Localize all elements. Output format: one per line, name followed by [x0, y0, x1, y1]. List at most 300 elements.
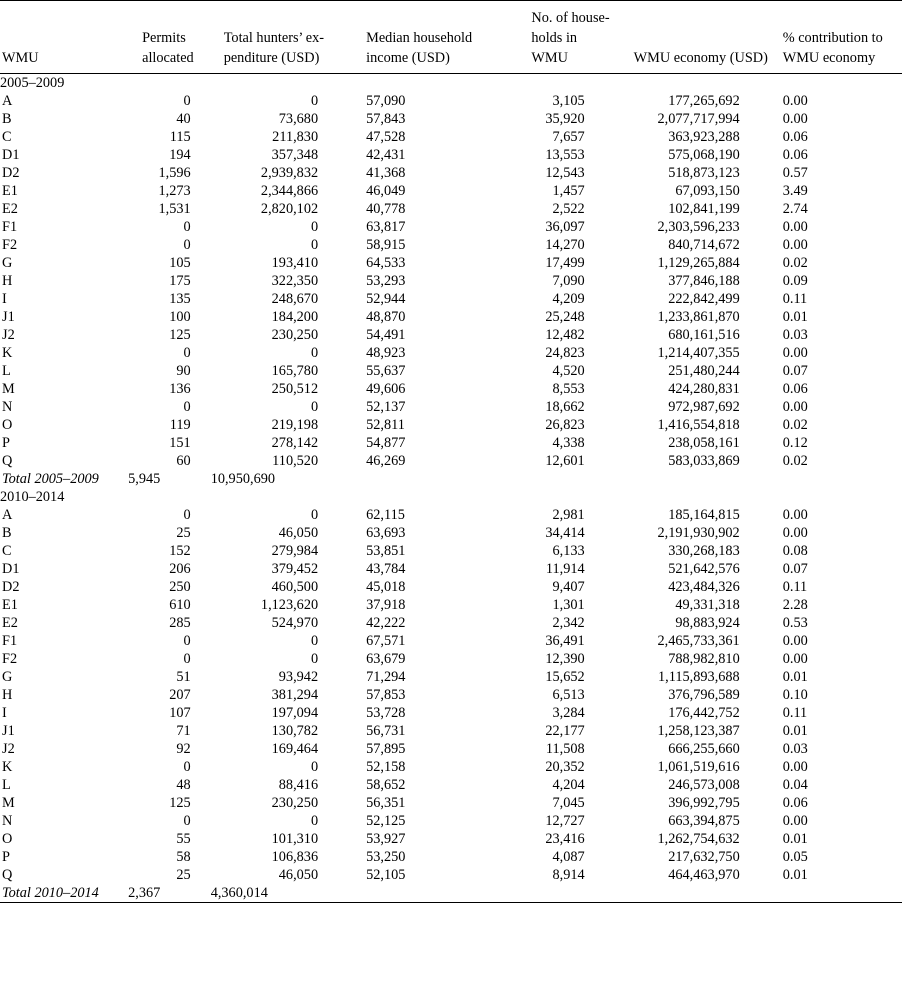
table-row: [0, 398, 902, 416]
cell-income: 48,923: [366, 345, 406, 361]
cell-households: 12,543: [545, 165, 585, 181]
cell-expenditure: 0: [310, 633, 319, 649]
cell-wmu: E2: [2, 201, 18, 217]
cell-permits: 58: [176, 849, 191, 865]
cell-permits: 0: [183, 759, 191, 775]
cell-contribution: 0.00: [782, 633, 808, 649]
table-row: [0, 506, 902, 524]
cell-expenditure: 193,410: [271, 255, 319, 271]
cell-households: 36,097: [545, 219, 585, 235]
cell-contribution: 0.06: [782, 381, 808, 397]
cell-wmu: E1: [2, 597, 18, 613]
cell-wmu: D2: [2, 579, 20, 595]
table-row: [0, 326, 902, 344]
cell-income: 52,125: [366, 813, 406, 829]
cell-permits: 0: [183, 399, 191, 415]
cell-economy: 575,068,190: [668, 147, 740, 163]
cell-wmu: K: [2, 345, 13, 361]
cell-households: 6,133: [552, 543, 585, 559]
cell-contribution: 0.00: [782, 759, 808, 775]
cell-contribution: 0.04: [782, 777, 808, 793]
cell-contribution: 0.00: [782, 525, 808, 541]
cell-wmu: L: [2, 777, 11, 793]
cell-permits: 1,531: [158, 201, 191, 217]
cell-economy: 330,268,183: [668, 543, 740, 559]
cell-economy: 680,161,516: [668, 327, 740, 343]
cell-permits: 51: [176, 669, 191, 685]
cell-expenditure: 165,780: [271, 363, 319, 379]
cell-wmu: M: [2, 795, 15, 811]
cell-economy: 423,484,326: [668, 579, 740, 595]
header-permits: Permits allocated: [127, 1, 207, 74]
cell-households: 3,284: [552, 705, 585, 721]
cell-economy: 2,077,717,994: [657, 111, 740, 127]
cell-empty: [497, 884, 615, 903]
cell-economy: 583,033,869: [668, 453, 740, 469]
cell-expenditure: 248,670: [271, 291, 319, 307]
cell-households: 36,491: [545, 633, 585, 649]
cell-economy: 376,796,589: [668, 687, 740, 703]
cell-economy: 788,982,810: [668, 651, 740, 667]
cell-income: 52,944: [366, 291, 406, 307]
table-body: [0, 74, 902, 903]
cell-permits: 40: [176, 111, 191, 127]
cell-economy: 222,842,499: [668, 291, 740, 307]
cell-income: 42,431: [366, 147, 406, 163]
cell-contribution: 0.06: [782, 795, 808, 811]
cell-permits: 115: [169, 129, 191, 145]
cell-wmu: N: [2, 813, 13, 829]
cell-expenditure: 2,820,102: [260, 201, 319, 217]
cell-expenditure: 524,970: [271, 615, 319, 631]
cell-permits: 136: [169, 381, 191, 397]
table-row: [0, 812, 902, 830]
cell-permits: 0: [183, 219, 191, 235]
cell-households: 2,981: [552, 507, 585, 523]
cell-households: 11,914: [545, 561, 585, 577]
cell-expenditure: 73,680: [278, 111, 319, 127]
cell-permits: 206: [169, 561, 191, 577]
cell-contribution: 0.01: [782, 723, 808, 739]
cell-income: 67,571: [366, 633, 406, 649]
cell-empty: [497, 470, 615, 488]
cell-expenditure: 88,416: [278, 777, 319, 793]
cell-households: 4,338: [552, 435, 585, 451]
table-row: [0, 434, 902, 452]
cell-contribution: 0.03: [782, 327, 808, 343]
cell-contribution: 0.06: [782, 129, 808, 145]
cell-wmu: J2: [2, 741, 15, 757]
cell-expenditure: 0: [310, 219, 319, 235]
cell-wmu: I: [2, 705, 7, 721]
cell-households: 34,414: [545, 525, 585, 541]
cell-households: 12,727: [545, 813, 585, 829]
cell-permits: 151: [169, 435, 191, 451]
table-row: [0, 686, 902, 704]
cell-permits: 285: [169, 615, 191, 631]
section-header-row: [0, 74, 902, 93]
cell-income: 56,731: [366, 723, 406, 739]
cell-permits: 55: [176, 831, 191, 847]
cell-income: 53,250: [366, 849, 406, 865]
table-row: [0, 362, 902, 380]
cell-economy: 1,258,123,387: [657, 723, 740, 739]
cell-wmu: C: [2, 129, 12, 145]
cell-expenditure: 0: [310, 345, 319, 361]
cell-economy: 1,129,265,884: [657, 255, 740, 271]
cell-income: 56,351: [366, 795, 406, 811]
table-row: [0, 182, 902, 200]
table-header-row: [0, 1, 902, 74]
total-permits: 5,945: [128, 471, 161, 487]
cell-expenditure: 357,348: [271, 147, 319, 163]
cell-permits: 610: [169, 597, 191, 613]
cell-households: 4,520: [552, 363, 585, 379]
cell-contribution: 0.02: [782, 417, 808, 433]
cell-permits: 0: [183, 651, 191, 667]
cell-economy: 1,233,861,870: [657, 309, 740, 325]
cell-wmu: H: [2, 273, 13, 289]
cell-income: 47,528: [366, 129, 406, 145]
cell-contribution: 0.02: [782, 453, 808, 469]
cell-permits: 92: [176, 741, 191, 757]
cell-permits: 107: [169, 705, 191, 721]
cell-contribution: 3.49: [782, 183, 808, 199]
cell-households: 22,177: [545, 723, 585, 739]
cell-permits: 71: [176, 723, 191, 739]
cell-wmu: P: [2, 435, 10, 451]
cell-wmu: N: [2, 399, 13, 415]
cell-economy: 185,164,815: [668, 507, 740, 523]
cell-contribution: 0.11: [782, 579, 808, 595]
cell-income: 63,679: [366, 651, 406, 667]
cell-expenditure: 46,050: [278, 525, 319, 541]
total-permits: 2,367: [127, 884, 207, 903]
cell-households: 13,553: [545, 147, 585, 163]
table-row: [0, 560, 902, 578]
cell-expenditure: 278,142: [271, 435, 319, 451]
cell-households: 12,482: [545, 327, 585, 343]
table-row: [0, 722, 902, 740]
cell-economy: 2,191,930,902: [657, 525, 740, 541]
cell-economy: 666,255,660: [668, 741, 740, 757]
cell-households: 7,045: [552, 795, 585, 811]
cell-permits: 105: [169, 255, 191, 271]
cell-permits: 0: [183, 93, 191, 109]
cell-income: 55,637: [366, 363, 406, 379]
cell-households: 12,601: [545, 453, 585, 469]
cell-permits: 125: [169, 327, 191, 343]
cell-contribution: 0.00: [782, 399, 808, 415]
cell-economy: 102,841,199: [668, 201, 740, 217]
header-wmu: WMU: [0, 1, 127, 74]
total-row: [0, 884, 902, 903]
header-income: Median household income (USD): [337, 1, 497, 74]
cell-wmu: B: [2, 111, 12, 127]
cell-households: 4,209: [552, 291, 585, 307]
table-row: [0, 236, 902, 254]
cell-households: 9,407: [552, 579, 585, 595]
cell-households: 25,248: [545, 309, 585, 325]
cell-wmu: O: [2, 417, 13, 433]
table-row: [0, 416, 902, 434]
cell-households: 7,090: [552, 273, 585, 289]
cell-wmu: B: [2, 525, 12, 541]
cell-households: 35,920: [545, 111, 585, 127]
cell-expenditure: 250,512: [271, 381, 319, 397]
cell-contribution: 0.00: [782, 111, 808, 127]
cell-expenditure: 460,500: [271, 579, 319, 595]
cell-economy: 67,093,150: [675, 183, 740, 199]
cell-expenditure: 46,050: [278, 867, 319, 883]
table-row: [0, 452, 902, 470]
cell-income: 54,491: [366, 327, 406, 343]
cell-wmu: O: [2, 831, 13, 847]
table-row: [0, 758, 902, 776]
table-row: [0, 740, 902, 758]
cell-wmu: D1: [2, 147, 20, 163]
cell-contribution: 0.12: [782, 435, 808, 451]
cell-wmu: P: [2, 849, 10, 865]
cell-permits: 250: [169, 579, 191, 595]
table-row: [0, 596, 902, 614]
section-header-row: [0, 488, 902, 506]
cell-economy: 2,465,733,361: [657, 633, 740, 649]
header-expenditure: Total hunters’ ex-penditure (USD): [207, 1, 337, 74]
table-row: [0, 830, 902, 848]
cell-income: 62,115: [366, 507, 405, 523]
cell-households: 2,522: [552, 201, 585, 217]
cell-economy: 972,987,692: [668, 399, 740, 415]
total-label: Total 2005–2009: [2, 471, 99, 487]
cell-contribution: 0.08: [782, 543, 808, 559]
cell-contribution: 0.10: [782, 687, 808, 703]
cell-income: 63,817: [366, 219, 406, 235]
cell-economy: 176,442,752: [668, 705, 740, 721]
cell-income: 52,105: [366, 867, 406, 883]
cell-households: 4,087: [552, 849, 585, 865]
cell-permits: 25: [176, 525, 191, 541]
cell-contribution: 0.00: [782, 507, 808, 523]
cell-economy: 49,331,318: [675, 597, 740, 613]
cell-households: 8,553: [552, 381, 585, 397]
table-row: [0, 344, 902, 362]
cell-expenditure: 2,939,832: [260, 165, 319, 181]
cell-expenditure: 0: [310, 651, 319, 667]
cell-economy: 521,642,576: [668, 561, 740, 577]
cell-expenditure: 197,094: [271, 705, 319, 721]
cell-wmu: D1: [2, 561, 20, 577]
cell-wmu: G: [2, 669, 13, 685]
table-row: [0, 218, 902, 236]
total-row: [0, 470, 902, 488]
header-households: No. of house-holds in WMU: [497, 1, 615, 74]
cell-wmu: J1: [2, 723, 15, 739]
cell-wmu: I: [2, 291, 7, 307]
header-economy: WMU economy (USD): [616, 1, 774, 74]
cell-income: 48,870: [366, 309, 406, 325]
cell-permits: 175: [169, 273, 191, 289]
cell-contribution: 0.01: [782, 867, 808, 883]
cell-empty: [616, 884, 774, 903]
cell-contribution: 0.57: [782, 165, 808, 181]
cell-contribution: 0.01: [782, 309, 808, 325]
cell-income: 54,877: [366, 435, 406, 451]
cell-economy: 98,883,924: [675, 615, 740, 631]
total-expenditure: 10,950,690: [210, 471, 276, 487]
cell-contribution: 0.05: [782, 849, 808, 865]
cell-permits: 1,273: [158, 183, 191, 199]
cell-contribution: 0.07: [782, 561, 808, 577]
cell-income: 71,294: [366, 669, 406, 685]
cell-households: 26,823: [545, 417, 585, 433]
table-row: [0, 542, 902, 560]
cell-wmu: J1: [2, 309, 15, 325]
cell-expenditure: 169,464: [271, 741, 319, 757]
cell-permits: 194: [169, 147, 191, 163]
table-row: [0, 110, 902, 128]
cell-wmu: F1: [2, 219, 18, 235]
cell-income: 53,293: [366, 273, 406, 289]
cell-income: 53,851: [366, 543, 406, 559]
cell-wmu: C: [2, 543, 12, 559]
cell-households: 1,301: [552, 597, 585, 613]
cell-expenditure: 184,200: [271, 309, 319, 325]
cell-economy: 1,115,893,688: [658, 669, 740, 685]
table-row: [0, 578, 902, 596]
cell-economy: 840,714,672: [668, 237, 740, 253]
cell-economy: 424,280,831: [668, 381, 740, 397]
cell-wmu: K: [2, 759, 13, 775]
cell-wmu: M: [2, 381, 15, 397]
cell-income: 63,693: [366, 525, 406, 541]
cell-wmu: G: [2, 255, 13, 271]
cell-permits: 100: [169, 309, 191, 325]
cell-contribution: 0.00: [782, 219, 808, 235]
cell-income: 37,918: [366, 597, 406, 613]
table-row: [0, 380, 902, 398]
cell-income: 52,811: [366, 417, 405, 433]
table-row: [0, 200, 902, 218]
cell-contribution: 0.03: [782, 741, 808, 757]
cell-contribution: 0.02: [782, 255, 808, 271]
cell-contribution: 0.00: [782, 345, 808, 361]
cell-wmu: L: [2, 363, 11, 379]
cell-households: 1,457: [552, 183, 585, 199]
table-row: [0, 848, 902, 866]
cell-income: 57,090: [366, 93, 406, 109]
cell-permits: 90: [176, 363, 191, 379]
cell-permits: 0: [183, 237, 191, 253]
cell-households: 17,499: [545, 255, 585, 271]
cell-expenditure: 219,198: [271, 417, 319, 433]
table-row: [0, 866, 902, 884]
cell-permits: 0: [183, 345, 191, 361]
cell-households: 3,105: [552, 93, 585, 109]
cell-households: 6,513: [552, 687, 585, 703]
cell-expenditure: 110,520: [272, 453, 319, 469]
cell-wmu: E1: [2, 183, 18, 199]
cell-economy: 363,923,288: [668, 129, 740, 145]
cell-income: 57,895: [366, 741, 406, 757]
table-row: [0, 614, 902, 632]
table-row: [0, 308, 902, 326]
cell-economy: 377,846,188: [668, 273, 740, 289]
table-row: [0, 128, 902, 146]
section-label: 2010–2014: [0, 489, 65, 505]
cell-wmu: F1: [2, 633, 18, 649]
cell-contribution: 0.06: [782, 147, 808, 163]
cell-permits: 60: [176, 453, 191, 469]
cell-economy: 1,061,519,616: [657, 759, 740, 775]
cell-households: 4,204: [552, 777, 585, 793]
cell-economy: 1,262,754,632: [657, 831, 740, 847]
cell-permits: 25: [176, 867, 191, 883]
table-row: [0, 92, 902, 110]
cell-wmu: H: [2, 687, 13, 703]
cell-expenditure: 101,310: [271, 831, 319, 847]
cell-expenditure: 230,250: [271, 795, 319, 811]
cell-expenditure: 0: [310, 399, 319, 415]
cell-contribution: 0.01: [782, 831, 808, 847]
cell-income: 49,606: [366, 381, 406, 397]
cell-wmu: E2: [2, 615, 18, 631]
cell-income: 41,368: [366, 165, 406, 181]
cell-contribution: 0.11: [782, 705, 808, 721]
cell-permits: 207: [169, 687, 191, 703]
cell-expenditure: 230,250: [271, 327, 319, 343]
cell-households: 11,508: [545, 741, 585, 757]
cell-households: 23,416: [545, 831, 585, 847]
cell-permits: 0: [183, 813, 191, 829]
cell-households: 24,823: [545, 345, 585, 361]
cell-permits: 0: [183, 507, 191, 523]
cell-economy: 1,416,554,818: [657, 417, 740, 433]
cell-economy: 1,214,407,355: [657, 345, 740, 361]
cell-expenditure: 0: [310, 507, 319, 523]
cell-income: 57,853: [366, 687, 406, 703]
cell-economy: 396,992,795: [668, 795, 740, 811]
cell-wmu: A: [2, 93, 13, 109]
cell-wmu: Q: [2, 453, 13, 469]
total-label: Total 2010–2014: [0, 884, 127, 903]
cell-income: 43,784: [366, 561, 406, 577]
cell-permits: 1,596: [158, 165, 191, 181]
cell-contribution: 2.28: [782, 597, 808, 613]
cell-expenditure: 0: [310, 237, 319, 253]
cell-expenditure: 322,350: [271, 273, 319, 289]
cell-permits: 125: [169, 795, 191, 811]
cell-empty: [616, 470, 774, 488]
table-row: [0, 776, 902, 794]
table-row: [0, 272, 902, 290]
cell-permits: 135: [169, 291, 191, 307]
cell-wmu: D2: [2, 165, 20, 181]
cell-wmu: Q: [2, 867, 13, 883]
cell-households: 14,270: [545, 237, 585, 253]
cell-income: 57,843: [366, 111, 406, 127]
cell-permits: 0: [183, 633, 191, 649]
cell-contribution: 0.53: [782, 615, 808, 631]
cell-empty: [337, 470, 497, 488]
cell-income: 58,652: [366, 777, 406, 793]
cell-economy: 663,394,875: [668, 813, 740, 829]
header-contribution: % contribution to WMU economy: [774, 1, 902, 74]
cell-economy: 238,058,161: [668, 435, 740, 451]
table-row: [0, 668, 902, 686]
cell-expenditure: 381,294: [271, 687, 319, 703]
cell-economy: 251,480,244: [668, 363, 740, 379]
